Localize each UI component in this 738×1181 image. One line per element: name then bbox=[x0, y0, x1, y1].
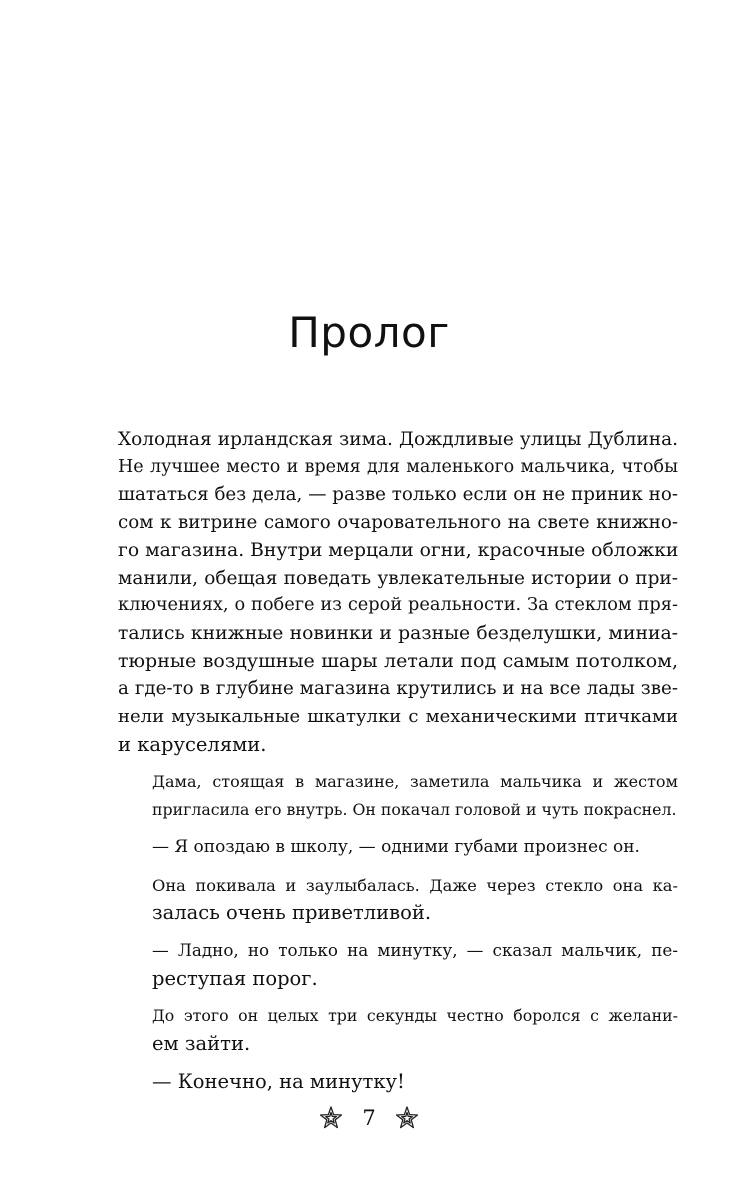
paragraph bbox=[118, 426, 678, 758]
text-line: пригласила его внутрь. Он покачал головой и чуть покраснел. bbox=[152, 800, 677, 820]
text-line: До этого он целых три секунды честно боролся с желани- bbox=[152, 1006, 678, 1026]
text-line: Она покивала и заулыбалась. Даже через стекло она ка- bbox=[152, 875, 678, 895]
page-number: 7 bbox=[362, 1106, 376, 1130]
text-line: го магазина. Внутри мерцали огни, красочные обложки bbox=[118, 539, 679, 561]
chapter-body bbox=[118, 426, 678, 1105]
paragraph bbox=[118, 768, 678, 823]
text-line: Дама, стоящая в магазине, заметила мальчика и жестом bbox=[152, 772, 678, 792]
paragraph bbox=[118, 1068, 678, 1096]
text-line: залась очень приветливой. bbox=[152, 901, 432, 925]
paragraph bbox=[118, 937, 678, 992]
text-line: шататься без дела, — разве только если он не приник но- bbox=[118, 484, 678, 506]
star-flourish-icon bbox=[394, 1105, 420, 1131]
star-flourish-icon bbox=[318, 1105, 344, 1131]
paragraph bbox=[118, 834, 678, 862]
text-line: — Я опоздаю в школу, — одними губами произнес он. bbox=[152, 836, 640, 857]
text-line: — Конечно, на минутку! bbox=[152, 1069, 405, 1093]
page-footer bbox=[0, 1098, 738, 1138]
text-line: тюрные воздушные шары летали под самым потолком, bbox=[118, 649, 678, 672]
text-line: Не лучшее место и время для маленького мальчика, чтобы bbox=[118, 456, 678, 477]
text-line: — Ладно, но только на минутку, — сказал мальчик, пе- bbox=[152, 939, 678, 960]
text-line: реступая порог. bbox=[152, 966, 318, 990]
text-line: и каруселями. bbox=[118, 732, 267, 756]
text-line: ем зайти. bbox=[152, 1032, 251, 1056]
paragraph bbox=[118, 1002, 678, 1057]
text-line: Холодная ирландская зима. Дождливые улицы Дублина. bbox=[118, 429, 678, 450]
text-line: а где-то в глубине магазина крутились и на все лады зве- bbox=[118, 678, 678, 700]
text-line: тались книжные новинки и разные безделушки, миниа- bbox=[118, 622, 678, 644]
paragraph bbox=[118, 872, 678, 927]
text-line: сом к витрине самого очаровательного на свете книжно- bbox=[118, 512, 678, 534]
text-line: нели музыкальные шкатулки с механическими птичками bbox=[118, 706, 678, 728]
text-line: манили, обещая поведать увлекательные истории о при- bbox=[118, 567, 678, 589]
text-line: ключениях, о побеге из серой реальности. За стеклом пря- bbox=[118, 595, 678, 616]
chapter-title: Пролог bbox=[288, 308, 450, 357]
